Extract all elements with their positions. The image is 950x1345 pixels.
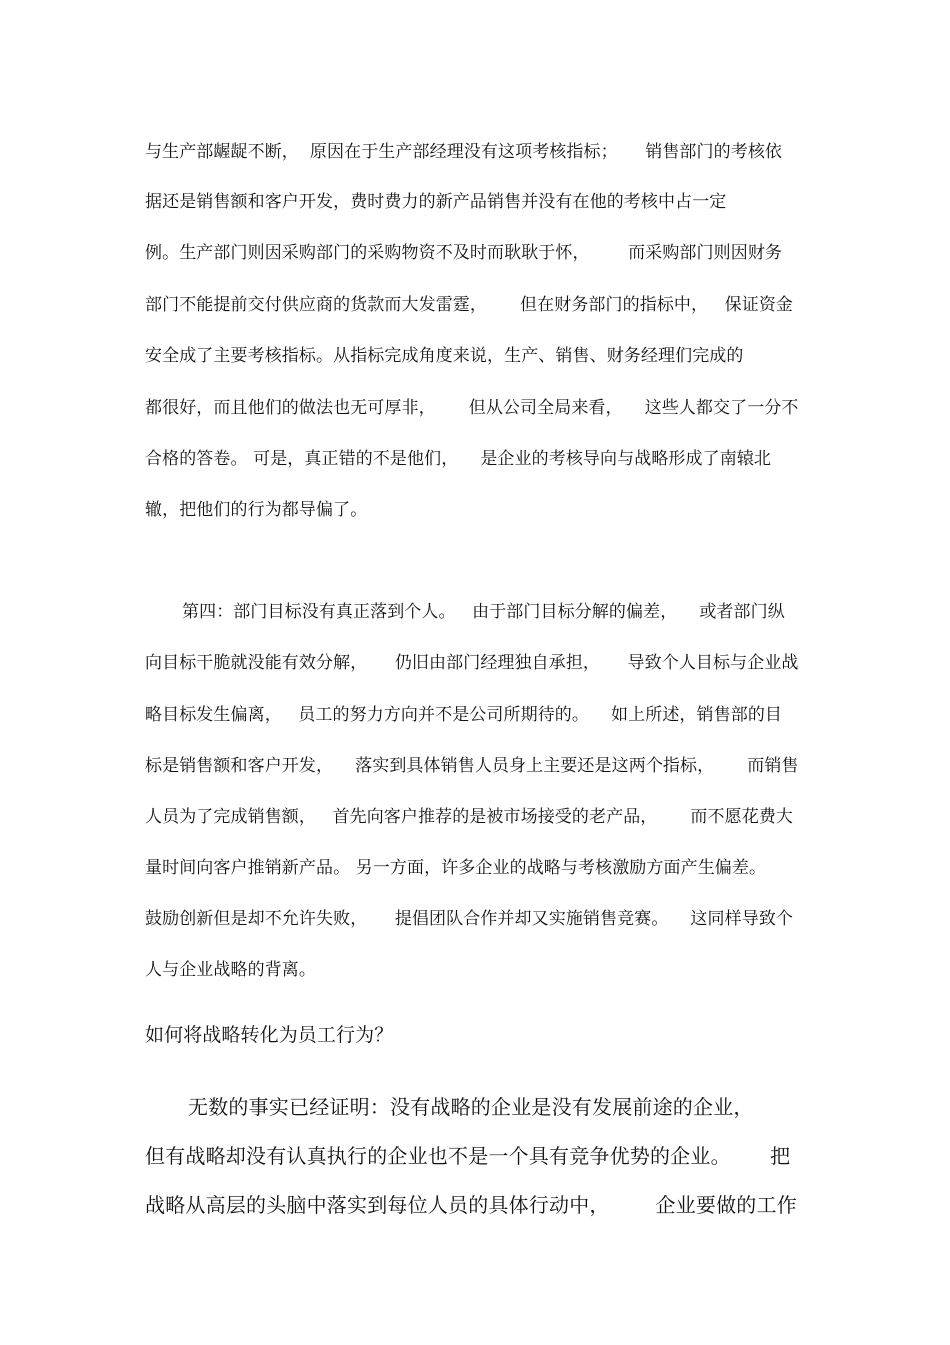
text-line: 安全成了主要考核指标。从指标完成角度来说，生产、销售、财务经理们完成的 (145, 346, 744, 366)
text-line: 据还是销售额和客户开发，费时费力的新产品销售并没有在他的考核中占一定 (145, 192, 727, 212)
text-line: 都很好，而且他们的做法也无可厚非， 但从公司全局来看， 这些人都交了一分不 (145, 398, 799, 418)
text-line: 与生产部龌龊不断， 原因在于生产部经理没有这项考核指标； 销售部门的考核依 (145, 142, 783, 162)
text-line: 鼓励创新但是却不允许失败， 提倡团队合作并却又实施销售竞赛。 这同样导致个 (145, 909, 794, 929)
text-line: 但有战略却没有认真执行的企业也不是一个具有竞争优势的企业。 把 (145, 1144, 791, 1168)
text-line: 略目标发生偏离， 员工的努力方向并不是公司所期待的。 如上所述，销售部的目 (145, 705, 783, 725)
text-line: 人员为了完成销售额， 首先向客户推荐的是被市场接受的老产品， 而不愿花费大 (145, 807, 794, 827)
text-line: 向目标干脆就没能有效分解， 仍旧由部门经理独自承担， 导致个人目标与企业战 (145, 653, 799, 673)
text-line: 合格的答卷。 可是，真正错的不是他们， 是企业的考核导向与战略形成了南辕北 (145, 449, 772, 469)
text-line: 战略从高层的头脑中落实到每位人员的具体行动中， 企业要做的工作 (145, 1193, 797, 1217)
text-line: 量时间向客户推销新产品。 另一方面，许多企业的战略与考核激励方面产生偏差。 (145, 858, 767, 878)
section-heading: 如何将战略转化为员工行为？ (145, 1024, 394, 1046)
text-line: 部门不能提前交付供应商的货款而大发雷霆， 但在财务部门的指标中， 保证资金 (145, 295, 794, 315)
text-line: 例。生产部门则因采购部门的采购物资不及时而耿耿于怀， 而采购部门则因财务 (145, 243, 783, 263)
text-line: 第四：部门目标没有真正落到个人。 由于部门目标分解的偏差， 或者部门纵 (182, 602, 785, 622)
text-line: 无数的事实已经证明：没有战略的企业是没有发展前途的企业， (188, 1095, 754, 1119)
text-line: 标是销售额和客户开发， 落实到具体销售人员身上主要还是这两个指标， 而销售 (145, 756, 799, 776)
text-line: 辙，把他们的行为都导偏了。 (145, 500, 368, 520)
text-line: 人与企业战略的背离。 (145, 960, 316, 980)
